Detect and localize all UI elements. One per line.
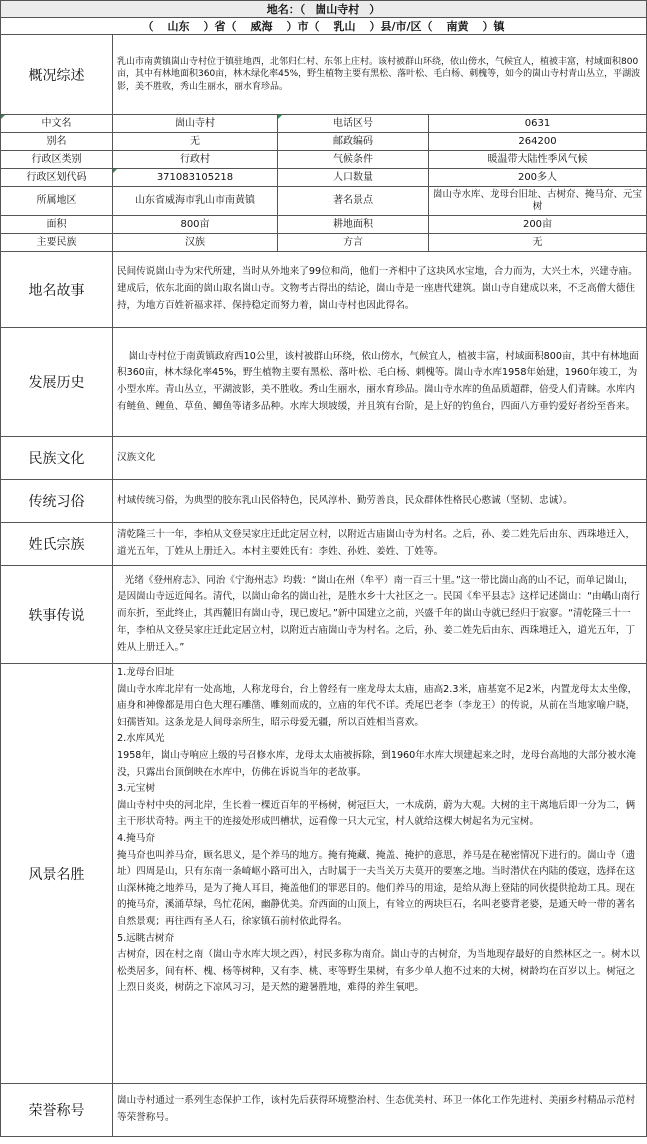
info-value: 汉族 xyxy=(113,234,278,252)
info-row xyxy=(1,133,647,151)
story-text: 民间传说崮山寺为宋代所建，当时从外地来了99位和尚，他们一齐相中了这块风水宝地，合力而为，大兴土木，兴建寺庙。建成后，依东北面的崮山取名崮山寺。文物考古得出的结论，崮山寺是一座唐代建筑。崮山寺自建成以来，不乏高僧大德住持，为地方百姓祈福求祥、保持稳定而努力着，崮山寺村也因此得名。 xyxy=(113,252,647,328)
info-key: 行政区划代码 xyxy=(1,169,113,187)
legend-text: 光绪《登州府志》、同治《宁海州志》均载：“崮山在州（牟平）南一百三十里。”这一带比崮山高的山不记，而单记崮山，是因崮山寺远近闻名。清代，以崮山命名的崮山社，是胜水乡十大社区之一。民国《牟平县志》这样记述崮山：“由嵎山南行而东折，至此终止，其西麓旧有崮山寺，现已废圮。”新中国建立之前，兴盛千年的崮山寺就已经归于寂寥。“清乾隆三十一年，李柏从文登吴家庄迁此定居立村，以附近古庙崮山寺为村名。之后，孙、姜二姓先后由东、西珠塂迁入，道光五年，丁姓从上册迁入。” xyxy=(113,566,647,664)
story-row xyxy=(1,252,647,328)
info-row xyxy=(1,234,647,252)
info-key: 耕地面积 xyxy=(278,216,429,234)
legend-row xyxy=(1,566,647,664)
story-label: 地名故事 xyxy=(1,252,113,328)
info-value: 371083105218 xyxy=(113,169,278,187)
city-unit: 市 xyxy=(297,20,309,33)
customs-text: 村域传统习俗，为典型的胶东乳山民俗特色，民风淳朴、勤劳善良，民众群体性格民心憨诚（坚韧、忠诚）。 xyxy=(113,480,647,523)
info-value: 山东省威海市乳山市南黄镇 xyxy=(113,187,278,216)
scenery-heading: 3.元宝树 xyxy=(117,783,155,795)
customs-row xyxy=(1,480,647,523)
info-key: 面积 xyxy=(1,216,113,234)
info-value: 暖温带大陆性季风气候 xyxy=(429,151,647,169)
info-value: 200亩 xyxy=(429,216,647,234)
info-value: 200多人 xyxy=(429,169,647,187)
location-header: （ 山东 ）省（ 威海 ）市（ 乳山 ）县/市/区（ 南黄 ）镇 xyxy=(1,18,647,35)
info-value: 无 xyxy=(429,234,647,252)
info-value: 崮山寺水库、龙母台旧址、古树夼、掩马夼、元宝树 xyxy=(429,187,647,216)
scenery-paragraph: 1958年，崮山寺响应上级的号召修水库，龙母太太庙被拆除，到1960年水库大坝建起来之时，龙母台高地的大部分被水淹没，只露出台顶倒映在水库中，仿佛在诉说当年的老故事。 xyxy=(117,749,636,778)
info-key: 方言 xyxy=(278,234,429,252)
scenery-paragraph: 古树夼，因在村之南（崮山寺水库大坝之西），村民多称为南夼。崮山寺的古树夼，为当地现存最好的自然林区之一。树木以松类居多，间有杯、槐、杨等树种，又有李、桃、枣等野生果树，有多少单人抱不过来的大树，树龄均在百岁以上。树冠之上烈日炎炎，树荫之下凉风习习，是天然的避暑胜地，难得的养生氧吧。 xyxy=(117,949,640,994)
scenery-paragraph: 崮山寺村中央的河北岸，生长着一棵近百年的平杨树，树冠巨大，一木成荫，蔚为大观。大树的主干离地后即一分为二，俩主干形状奇特。两主干的连接处形成凹槽状，远看像一只大元宝，村人就给这棵大树起名为元宝树。 xyxy=(117,799,636,828)
honor-label: 荣誉称号 xyxy=(1,1084,113,1137)
scenery-paragraph: 崮山寺水库北岸有一处高地，人称龙母台，台上曾经有一座龙母太太庙，庙高2.3米，庙基宽不足2米，内置龙母太太坐像，庙身和神像都是用白色大理石雕凿、雕刻而成的，立庙的年代不详。秃尾巴老李（李龙王）的传说，从前在当地家喻户晓，妇孺皆知。这条龙是人间母亲所生，昭示母爱无疆，所以百姓相当喜欢。 xyxy=(117,683,638,728)
info-row xyxy=(1,169,647,187)
info-key: 行政区类别 xyxy=(1,151,113,169)
county-value: 乳山 xyxy=(333,20,356,33)
honor-row xyxy=(1,1084,647,1137)
info-key: 人口数量 xyxy=(278,169,429,187)
legend-label: 轶事传说 xyxy=(1,566,113,664)
county-unit: 县/市/区 xyxy=(380,20,422,33)
ethnic-label: 民族文化 xyxy=(1,437,113,480)
clan-row xyxy=(1,523,647,566)
info-row xyxy=(1,187,647,216)
scenery-heading: 1.龙母台旧址 xyxy=(117,667,175,678)
info-row xyxy=(1,216,647,234)
ethnic-row xyxy=(1,437,647,480)
scenery-row xyxy=(1,664,647,1084)
scenery-label: 风景名胜 xyxy=(1,664,113,1084)
info-value: 崮山寺村 xyxy=(113,115,278,133)
clan-label: 姓氏宗族 xyxy=(1,523,113,566)
info-row xyxy=(1,151,647,169)
info-key: 著名景点 xyxy=(278,187,429,216)
scenery-heading: 2.水库风光 xyxy=(117,733,165,745)
clan-text: 清乾隆三十一年，李柏从文登吴家庄迁此定居立村，以附近古庙崮山寺为村名。之后，孙、姜二姓先后由东、西珠塂迁入，道光五年，丁姓从上册迁入。本村主要姓氏有：李姓、孙姓、姜姓、丁姓等。 xyxy=(113,523,647,566)
history-label: 发展历史 xyxy=(1,328,113,437)
info-key: 电话区号 xyxy=(278,115,429,133)
info-key: 别名 xyxy=(1,133,113,151)
scenery-heading: 5.远眺古树夼 xyxy=(117,932,175,944)
info-value: 行政村 xyxy=(113,151,278,169)
info-key: 邮政编码 xyxy=(278,133,429,151)
honor-text: 崮山寺村通过一系列生态保护工作，该村先后获得环境整治村、生态优美村、环卫一体化工作先进村、美丽乡村精品示范村等荣誉称号。 xyxy=(113,1084,647,1137)
info-value: 无 xyxy=(113,133,278,151)
place-name-label: 地名： xyxy=(266,3,300,16)
town-unit: 镇 xyxy=(493,20,505,33)
info-value: 0631 xyxy=(429,115,647,133)
overview-text: 乳山市南黄镇崮山寺村位于镇驻地西，北邻归仁村、东邻上庄村。该村被群山环绕，依山傍水，气候宜人，植被丰富，村域面积800亩，其中有林地面积360亩，林木绿化率45%，野生植物主要有黑松、落叶松、毛白杨、刺槐等，如今的崮山寺村青山丛立，平湖波影，美不胜收，秀山生丽水，丽水育珍品。 xyxy=(113,35,647,115)
scenery-heading: 4.掩马夼 xyxy=(117,832,155,844)
scenery-paragraph: 掩马夼也叫养马夼，顾名思义，是个养马的地方。掩有掩藏、掩盖、掩护的意思，养马是在秘密情况下进行的。崮山寺（遗址）四周是山，只有东南一条崎岖小路可出入，古时属于一夫当关万夫莫开的要塞之地。当时潜伏在内陆的倭寇，选择在这山深林掩之地养马，是为了掩人耳目，掩盖他们的罪恶目的。他们养马的用途，是给从海上登陆的同伙提供抢劫工具。现在的掩马夼，溪涌草绿，鸟忙花闲，幽静优美。夼西面的山顶上，有耸立的两块巨石，名叫老婆背老婆，是通天岭一带的著名自然景观；再往西有圣人石，徐家镇石前村依此得名。 xyxy=(117,849,636,927)
info-key: 主要民族 xyxy=(1,234,113,252)
overview-label: 概况综述 xyxy=(1,35,113,115)
customs-label: 传统习俗 xyxy=(1,480,113,523)
province-value: 山东 xyxy=(167,20,190,33)
town-value: 南黄 xyxy=(446,20,469,33)
info-value: 264200 xyxy=(429,133,647,151)
history-row xyxy=(1,328,647,437)
info-key: 所属地区 xyxy=(1,187,113,216)
info-key: 中文名 xyxy=(1,115,113,133)
history-text: 崮山寺村位于南黄镇政府西10公里，该村被群山环绕，依山傍水，气候宜人，植被丰富，村域面积800亩，其中有林地面积360亩，林木绿化率45%，野生植物主要有黑松、落叶松、毛白杨、刺槐等。崮山寺水库1958年始建，1960年竣工，为小型水库。青山丛立，平湖波影，美不胜收。秀山生丽水，丽水育珍品。崮山寺水库的鱼品质超群，倍受人们青睐。水库内有鲢鱼、鲤鱼、草鱼、鲫鱼等诸多品种。水库大坝坡缓，并且筑有台阶，是上好的钓鱼台，四面八方垂钓爱好者纷至沓来。 xyxy=(113,328,647,437)
city-value: 威海 xyxy=(250,20,273,33)
title-row xyxy=(1,1,647,18)
location-row xyxy=(1,18,647,35)
scenery-text xyxy=(113,664,647,1084)
place-name-header: 地名：（ 崮山寺村 ） xyxy=(1,1,647,18)
overview-row xyxy=(1,35,647,115)
place-name-value: 崮山寺村 xyxy=(315,3,360,16)
province-unit: 省 xyxy=(214,20,226,33)
info-value: 800亩 xyxy=(113,216,278,234)
ethnic-text: 汉族文化 xyxy=(113,437,647,480)
info-key: 气候条件 xyxy=(278,151,429,169)
info-row xyxy=(1,115,647,133)
